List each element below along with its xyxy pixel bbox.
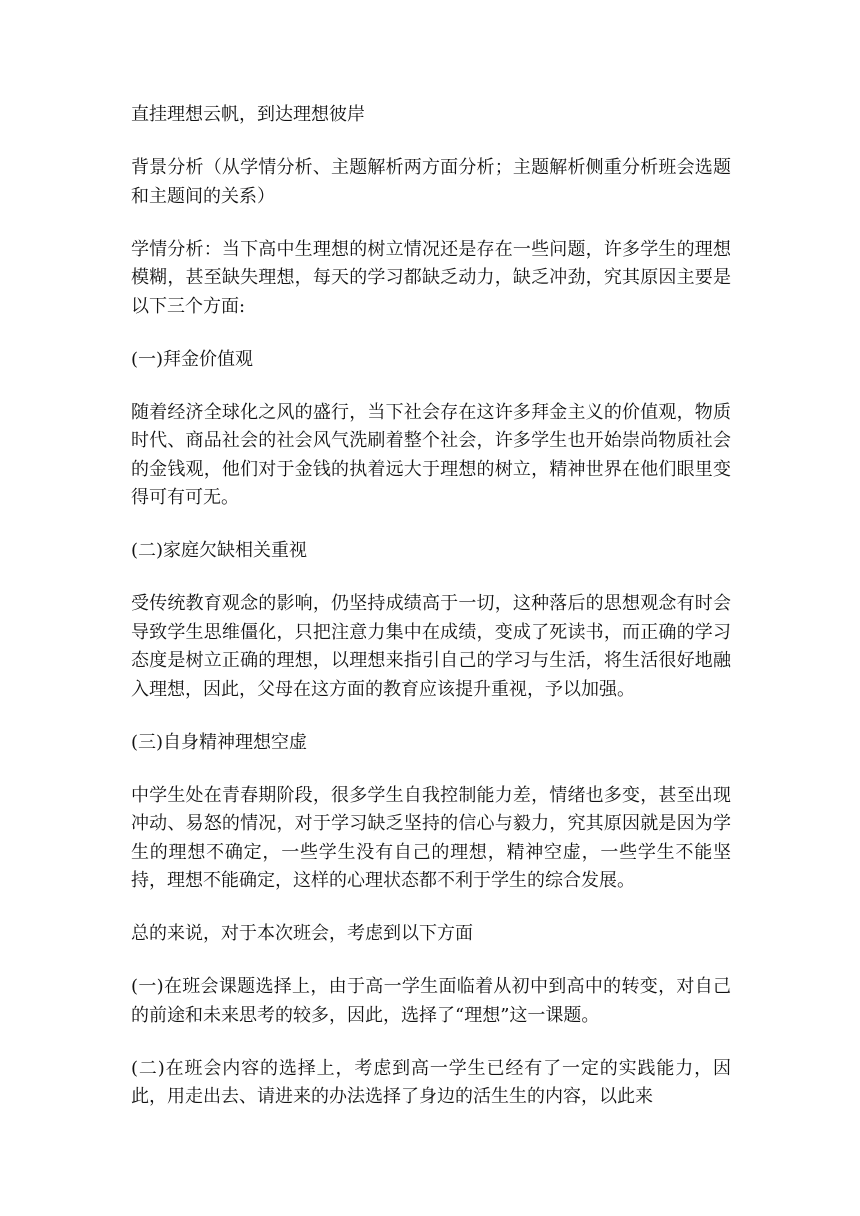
student-analysis-paragraph: 学情分析：当下高中生理想的树立情况还是存在一些问题，许多学生的理想模糊，甚至缺失理想，每天的学习都缺乏动力，缺乏冲劲，究其原因主要是以下三个方面: [131,238,731,317]
summary-point-1: (一)在班会课题选择上，由于高一学生面临着从初中到高中的转变，对自己的前途和未来思考的较多，因此，选择了“理想”这一课题。 [131,976,731,1026]
document-title: 直挂理想云帆，到达理想彼岸 [131,104,365,125]
background-analysis-heading: 背景分析（从学情分析、主题解析两方面分析；主题解析侧重分析班会选题和主题间的关系） [131,157,731,207]
section-heading-1: (一)拜金价值观 [131,348,254,370]
section-heading-3: (三)自身精神理想空虚 [131,731,308,753]
summary-heading: 总的来说，对于本次班会，考虑到以下方面 [131,923,473,944]
section-paragraph-2: 受传统教育观念的影响，仍坚持成绩高于一切，这种落后的思想观念有时会导致学生思维僵化，只把注意力集中在成绩，变成了死读书，而正确的学习态度是树立正确的理想，以理想来指引自己的学习与生活，将生活很好地融入理想，因此，父母在这方面的教育应该提升重视，予以加强。 [131,593,731,700]
section-paragraph-1: 随着经济全球化之风的盛行，当下社会存在这许多拜金主义的价值观，物质时代、商品社会的社会风气洗刷着整个社会，许多学生也开始崇尚物质社会的金钱观，他们对于金钱的执着远大于理想的树立，精神世界在他们眼里变得可有可无。 [131,401,731,508]
section-heading-2: (二)家庭欠缺相关重视 [131,540,308,561]
section-paragraph-3: 中学生处在青春期阶段，很多学生自我控制能力差，情绪也多变，甚至出现冲动、易怒的情况，对于学习缺乏坚持的信心与毅力，究其原因就是因为学生的理想不确定，一些学生没有自己的理想，精神空虚，一些学生不能坚持，理想不能确定，这样的心理状态都不利于学生的综合发展。 [131,784,731,891]
document-page [131,101,731,1136]
summary-point-2: (二)在班会内容的选择上，考虑到高一学生已经有了一定的实践能力，因此，用走出去、请进来的办法选择了身边的活生生的内容，以此来 [131,1057,731,1107]
